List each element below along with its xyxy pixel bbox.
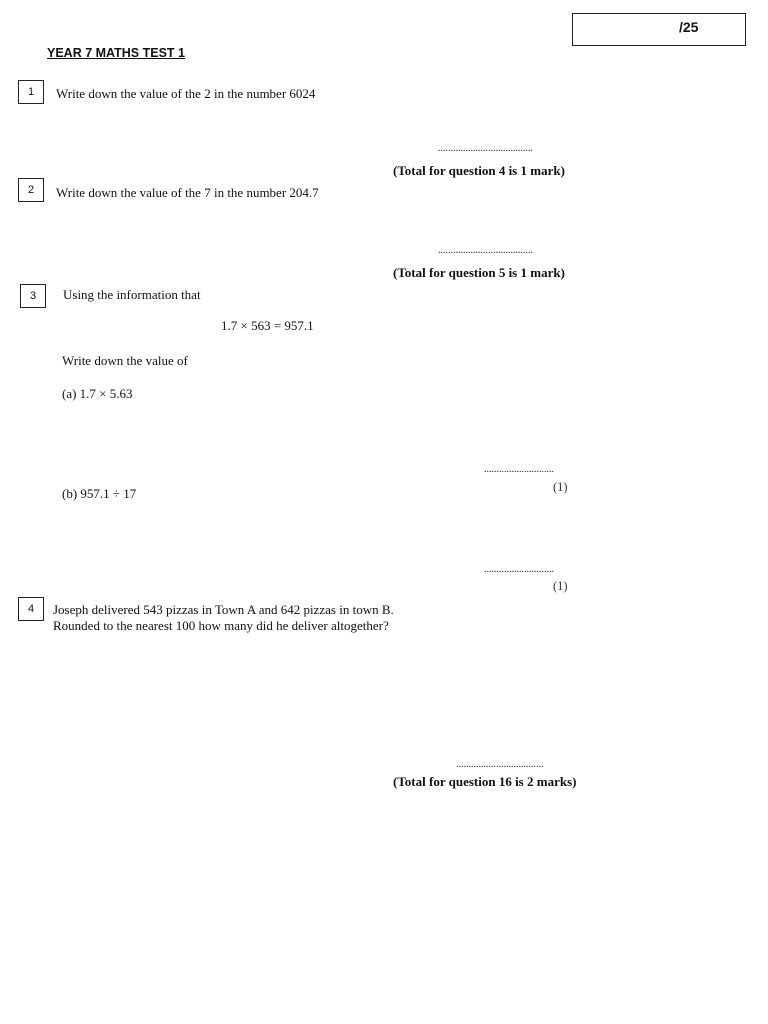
question-total: (Total for question 16 is 2 marks) bbox=[393, 774, 577, 789]
score-box bbox=[572, 13, 746, 46]
given-equation: 1.7 × 563 = 957.1 bbox=[221, 318, 314, 333]
answer-line[interactable]: ................................... bbox=[456, 759, 544, 770]
question-text: Using the information that bbox=[63, 287, 201, 302]
answer-line[interactable]: ...................................... bbox=[438, 143, 533, 154]
question-prompt: Write down the value of bbox=[62, 353, 188, 368]
part-a-answer-line[interactable]: ............................ bbox=[484, 464, 554, 475]
question-total: (Total for question 4 is 1 mark) bbox=[393, 163, 565, 178]
answer-line[interactable]: ...................................... bbox=[438, 245, 533, 256]
part-b-label: (b) 957.1 ÷ 17 bbox=[62, 486, 137, 501]
score-total: /25 bbox=[679, 19, 699, 35]
question-number-box: 3 bbox=[20, 284, 46, 308]
question-text: Write down the value of the 7 in the number 204.7 bbox=[56, 185, 319, 200]
page-title: YEAR 7 MATHS TEST 1 bbox=[47, 46, 185, 60]
question-text: Write down the value of the 2 in the number 6024 bbox=[56, 86, 316, 101]
part-b-mark: (1) bbox=[553, 579, 568, 593]
part-a-mark: (1) bbox=[553, 480, 568, 494]
part-b-answer-line[interactable]: ............................ bbox=[484, 564, 554, 575]
question-number-box: 1 bbox=[18, 80, 44, 104]
question-number-box: 4 bbox=[18, 597, 44, 621]
question-text-line-1: Joseph delivered 543 pizzas in Town A and 642 pizzas in town B. bbox=[53, 602, 394, 617]
question-number-box: 2 bbox=[18, 178, 44, 202]
question-text-line-2: Rounded to the nearest 100 how many did he deliver altogether? bbox=[53, 618, 389, 633]
question-total: (Total for question 5 is 1 mark) bbox=[393, 265, 565, 280]
part-a-label: (a) 1.7 × 5.63 bbox=[62, 386, 133, 401]
